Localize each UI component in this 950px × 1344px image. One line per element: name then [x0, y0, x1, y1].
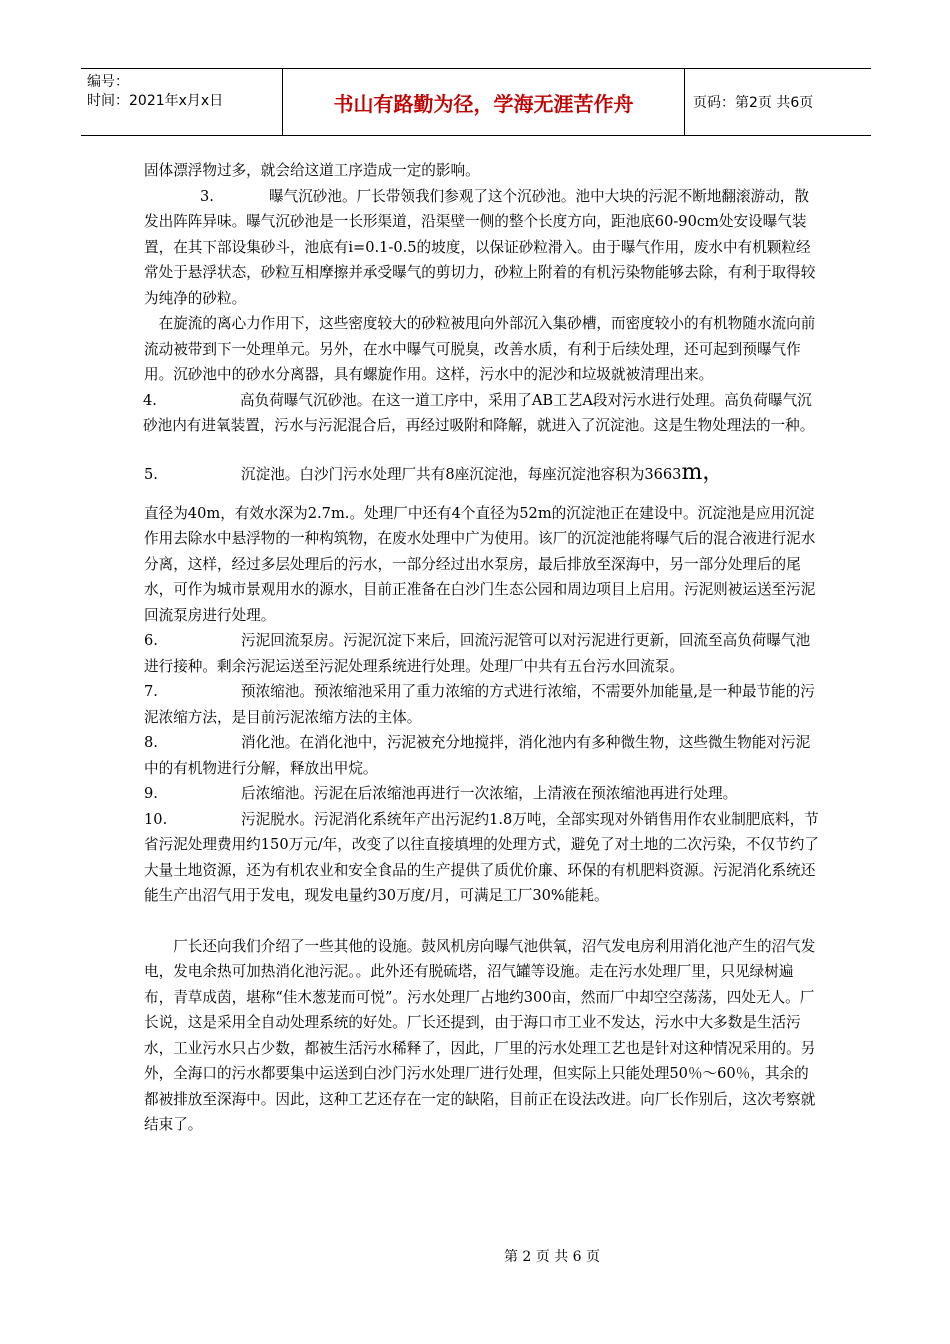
- list-text-head: 沉淀池。白沙门污水处理厂共有8座沉淀池，每座沉淀池容积为3663: [241, 465, 682, 483]
- list-number: 9.: [144, 785, 158, 802]
- paragraph-intro: 固体漂浮物过多，就会给这道工序造成一定的影响。: [144, 162, 480, 179]
- document-body: [144, 158, 820, 1138]
- list-number: 8.: [144, 734, 158, 751]
- header-date: 时间：2021年x月x日: [87, 93, 224, 109]
- page-header: [81, 68, 871, 136]
- paragraph-closing: 厂长还向我们介绍了一些其他的设施。鼓风机房向曝气池供氧，沼气发电房利用消化池产生的沼气发电，发电余热可加热消化池污泥。。此外还有脱硫塔，沼气罐等设施。走在污水处理厂里，只见绿树遍布，青草成茵，堪称“佳木葱茏而可悦”。污水处理厂占地约300亩，然而厂中却空空荡荡，四处无人。厂长说，这是采用全自动处理系统的好处。厂长还提到，由于海口市工业不发达，污水中大多数是生活污水，工业污水只占少数，都被生活污水稀释了，因此，厂里的污水处理工艺也是针对这种情况采用的。另外，全海口的污水都要集中运送到白沙门污水处理厂进行处理，但实际上只能处理50％～60％，其余的都被排放至深海中。因此，这种工艺还存在一定的缺陷，目前正在设法改进。向厂长作别后，这次考察就结束了。: [144, 937, 816, 1133]
- list-number: 3.: [200, 187, 214, 205]
- list-item-9: [144, 781, 820, 807]
- paragraph-item-3-continued: 在旋流的离心力作用下，这些密度较大的砂粒被甩向外部沉入集砂槽，而密度较小的有机物随水流向前流动被带到下一处理单元。另外，在水中曝气可脱臭，改善水质，有利于后续处理，还可起到预曝气作用。沉砂池中的砂水分离器，具有螺旋作用。这样，污水中的泥沙和垃圾就被清理出来。: [144, 315, 816, 383]
- list-text: 污泥脱水。污泥消化系统年产出污泥约1.8万吨，全部实现对外销售用作农业制肥底料，节省污泥处理费用约150万元/年，改变了以往直接填埋的处理方式，避免了对土地的二次污染，不仅节约了大量土地资源，还为有机农业和安全食品的生产提供了质优价廉、环保的有机肥料资源。污泥消化系统还能生产出沼气用于发电，现发电量约30万度/月，可满足工厂30%能耗。: [144, 810, 819, 904]
- list-text: 后浓缩池。污泥在后浓缩池再进行一次浓缩，上清液在预浓缩池再进行处理。: [241, 785, 738, 802]
- list-text: 污泥回流泵房。污泥沉淀下来后，回流污泥管可以对污泥进行更新，回流至高负荷曝气池进行接种。剩余污泥运送至污泥处理系统进行处理。处理厂中共有五台污水回流泵。: [144, 632, 811, 675]
- list-item-3: [144, 184, 820, 312]
- header-page-number: 页码：第2页 共6页: [693, 95, 814, 111]
- list-item-10: [144, 807, 820, 909]
- list-text: 预浓缩池。预浓缩池采用了重力浓缩的方式进行浓缩，不需要外加能量,是一种最节能的污泥浓缩方法，是目前污泥浓缩方法的主体。: [144, 683, 815, 726]
- list-text: 高负荷曝气沉砂池。在这一道工序中，采用了AB工艺A段对污水进行处理。高负荷曝气沉砂池内有进氧装置，污水与污泥混合后，再经过吸附和降解，就进入了沉淀池。这是生物处理法的一种。: [143, 391, 815, 434]
- spacer: [144, 909, 820, 934]
- list-number: 6.: [144, 632, 158, 649]
- list-item-8: [144, 730, 820, 781]
- header-left-cell: [81, 69, 283, 135]
- spacer: [144, 489, 820, 501]
- list-item-7: [144, 679, 820, 730]
- list-number: 4.: [143, 391, 157, 409]
- header-id-label: 编号：: [87, 74, 129, 90]
- page-footer: [0, 1246, 950, 1266]
- list-item-5: [144, 459, 820, 489]
- list-number: 5.: [144, 465, 158, 483]
- list-item-4: [143, 388, 820, 439]
- header-motto: 书山有路勤为径，学海无涯苦作舟: [283, 69, 685, 135]
- list-text: 消化池。在消化池中，污泥被充分地搅拌，消化池内有多种微生物，这些微生物能对污泥中的有机物进行分解，释放出甲烷。: [144, 734, 811, 777]
- unit-m: m，: [681, 459, 725, 485]
- list-number: 7.: [144, 683, 158, 700]
- list-number: 10.: [144, 810, 168, 828]
- list-item-6: [144, 628, 820, 679]
- paragraph-item-5-continued: 直径为40m，有效水深为2.7m.。处理厂中还有4个直径为52m的沉淀池正在建设中。沉淀池是应用沉淀作用去除水中悬浮物的一种构筑物，在废水处理中广为使用。该厂的沉淀池能将曝气后的混合液进行泥水分离，这样，经过多层处理后的污水，一部分经过出水泵房，最后排放至深海中，另一部分处理后的尾水，可作为城市景观用水的源水，目前正准备在白沙门生态公园和周边项目上启用。污泥则被运送至污泥回流泵房进行处理。: [144, 504, 816, 624]
- footer-page-number: 第 2 页 共 6 页: [503, 1249, 601, 1265]
- spacer: [144, 439, 820, 459]
- list-text: 曝气沉砂池。厂长带领我们参观了这个沉砂池。池中大块的污泥不断地翻滚游动，散发出阵阵异味。曝气沉砂池是一长形渠道，沿渠壁一侧的整个长度方向，距池底60-90cm处安设曝气装置，在其下部设集砂斗，池底有i=0.1-0.5的坡度，以保证砂粒滑入。由于曝气作用，废水中有机颗粒经常处于悬浮状态，砂粒互相摩擦并承受曝气的剪切力，砂粒上附着的有机污染物能够去除，有利于取得较为纯净的砂粒。: [144, 187, 816, 307]
